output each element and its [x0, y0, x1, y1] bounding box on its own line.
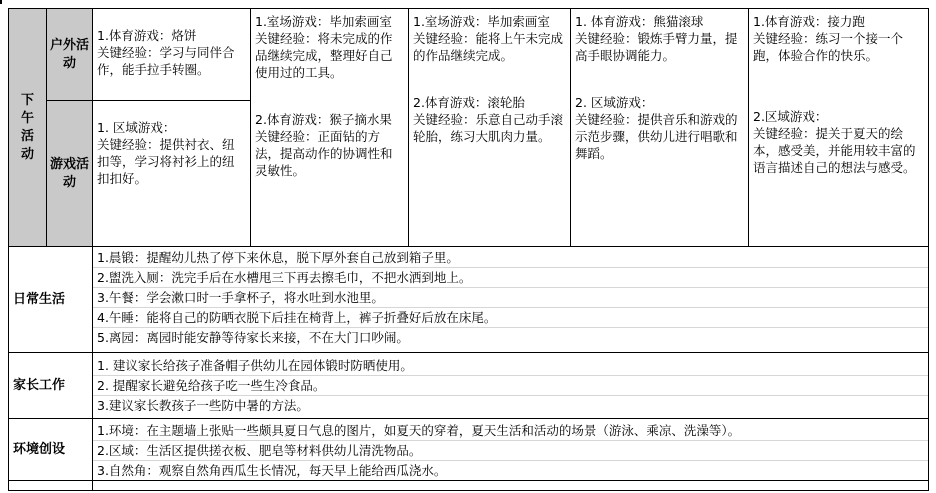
- monday-game-cell: 1. 区域游戏： 关键经验：提供衬衣、纽扣等，学习将衬衫上的纽扣扣好。: [93, 101, 251, 247]
- weekly-plan-table: [8, 8, 928, 491]
- trailing-row-body: [93, 481, 929, 491]
- outdoor-activity-label: 户外活动: [47, 9, 93, 101]
- daily-item: 4.午睡：能将自己的防晒衣脱下后挂在椅背上，裤子折叠好后放在床尾。: [93, 308, 928, 328]
- daily-life-list: [93, 247, 929, 353]
- environment-item: 2.区域：生活区提供搓衣板、肥皂等材料供幼儿清洗物品。: [93, 441, 928, 461]
- parent-item: 3.建议家长教孩子一些防中暑的方法。: [97, 398, 309, 413]
- trailing-row-header: [9, 481, 93, 491]
- friday-afternoon-cell: 1.体育游戏：接力跑 关键经验：练习一个接一个跑，体验合作的快乐。 2.区域游戏： 关键经验：提关于夏天的绘本，感受美，并能用较丰富的语言描述自己的想法与感受。: [749, 9, 929, 247]
- daily-item: 5.离园：离园时能安静等待家长来接，不在大门口吵闹。: [97, 330, 409, 345]
- top-left-bracket: [0, 0, 10, 4]
- game-activity-label: 游戏活动: [47, 101, 93, 247]
- environment-header: 环境创设: [9, 419, 93, 481]
- tuesday-afternoon-cell: 1.室场游戏：毕加索画室 关键经验：将未完成的作品继续完成，整理好自己使用过的工具。 2.体育游戏：猴子摘水果 关键经验：正面钻的方法，提高动作的协调性和灵敏性。: [251, 9, 409, 247]
- daily-item: 1.晨锻：提醒幼儿热了停下来休息，脱下厚外套自己放到箱子里。: [93, 248, 928, 268]
- environment-item: 1.环境：在主题墙上张贴一些颇具夏日气息的图片，如夏天的穿着，夏天生活和活动的场景（游泳、乘凉、洗澡等）。: [93, 421, 928, 441]
- parent-work-list: [93, 353, 929, 419]
- parent-item: 2. 提醒家长避免给孩子吃一些生冷食品。: [93, 376, 928, 396]
- afternoon-activities-header: 下 午 活 动: [9, 9, 47, 247]
- daily-life-header: 日常生活: [9, 247, 93, 353]
- environment-list: [93, 419, 929, 481]
- parent-item: 1. 建议家长给孩子准备帽子供幼儿在园体锻时防晒使用。: [93, 356, 928, 376]
- daily-item: 3.午餐：学会漱口时一手拿杯子，将水吐到水池里。: [93, 288, 928, 308]
- thursday-afternoon-cell: 1. 体育游戏：熊猫滚球 关键经验：锻炼手臂力量，提高手眼协调能力。 2. 区域游戏： 关键经验：提供音乐和游戏的示范步骤，供幼儿进行唱歌和舞蹈。: [571, 9, 749, 247]
- parent-work-header: 家长工作: [9, 353, 93, 419]
- environment-item: 3.自然角：观察自然角西瓜生长情况，每天早上能给西瓜浇水。: [97, 463, 447, 478]
- daily-item: 2.盥洗入厕：洗完手后在水槽甩三下再去擦毛巾，不把水洒到地上。: [93, 268, 928, 288]
- wednesday-afternoon-cell: 1.室场游戏：毕加索画室 关键经验：能将上午未完成的作品继续完成。 2.体育游戏：滚轮胎 关键经验：乐意自己动手滚轮胎，练习大肌肉力量。: [409, 9, 571, 247]
- monday-outdoor-cell: 1.体育游戏：烙饼 关键经验：学习与同伴合作，能手拉手转圈。: [93, 9, 251, 101]
